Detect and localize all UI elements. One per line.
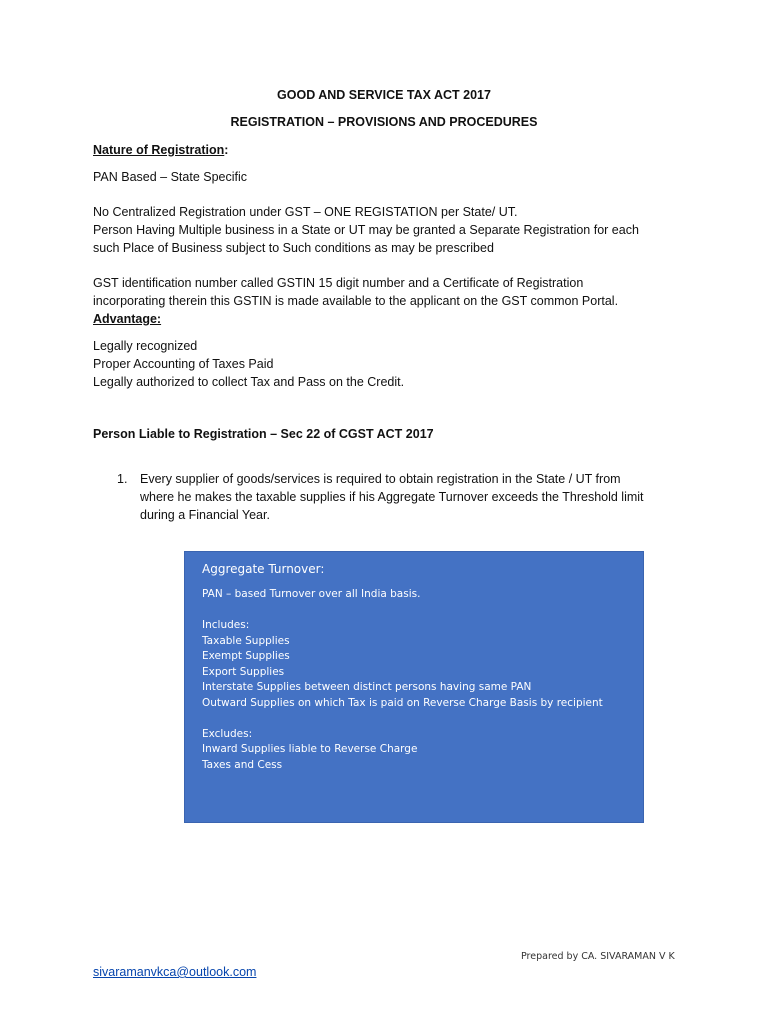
includes-item: Outward Supplies on which Tax is paid on Reverse Charge Basis by recipient (202, 696, 603, 709)
nature-heading-line (93, 141, 228, 159)
document-title: GOOD AND SERVICE TAX ACT 2017 (277, 88, 491, 102)
includes-item: Taxable Supplies (202, 634, 290, 647)
list-item-line: during a Financial Year. (140, 508, 270, 522)
nature-colon: : (224, 143, 229, 157)
includes-item: Exempt Supplies (202, 650, 290, 662)
gstin-portal-line: incorporating therein this GSTIN is made available to the applicant on the GST common Portal. (93, 294, 619, 308)
advantage-heading: Advantage: (93, 312, 162, 326)
multiple-business-line: Person Having Multiple business in a State or UT may be granted a Separate Registration for each (93, 223, 639, 237)
box-intro: PAN – based Turnover over all India basis. (202, 588, 421, 600)
list-item-number: 1. (117, 472, 128, 486)
excludes-item: Taxes and Cess (202, 758, 283, 771)
list-item-line: where he makes the taxable supplies if his Aggregate Turnover exceeds the Threshold limit (140, 490, 644, 504)
place-of-business-line: such Place of Business subject to Such conditions as may be prescribed (93, 241, 494, 255)
no-central-line: No Centralized Registration under GST – ONE REGISTATION per State/ UT. (93, 205, 518, 219)
excludes-heading: Excludes: (202, 727, 253, 740)
email-link[interactable]: sivaramanvkca@outlook.com (93, 965, 257, 979)
aggregate-turnover-box (184, 551, 644, 823)
list-item-line: Every supplier of goods/services is required to obtain registration in the State / UT from (140, 472, 621, 486)
includes-item: Interstate Supplies between distinct persons having same PAN (202, 681, 532, 693)
prepared-by-text: Prepared by CA. SIVARAMAN V K (521, 951, 675, 962)
advantage-item: Legally authorized to collect Tax and Pass on the Credit. (93, 375, 405, 389)
includes-heading: Includes: (202, 619, 250, 631)
advantage-item: Proper Accounting of Taxes Paid (93, 357, 274, 371)
gstin-line: GST identification number called GSTIN 15 digit number and a Certificate of Registration (93, 276, 584, 290)
list-item (140, 470, 644, 524)
box-title: Aggregate Turnover: (202, 562, 325, 576)
box-body (202, 587, 603, 773)
pan-based-text: PAN Based – State Specific (93, 170, 248, 184)
includes-item: Export Supplies (202, 665, 285, 678)
advantage-item: Legally recognized (93, 339, 198, 353)
excludes-item: Inward Supplies liable to Reverse Charge (202, 743, 418, 755)
document-subtitle: REGISTRATION – PROVISIONS AND PROCEDURES (230, 115, 538, 129)
nature-heading: Nature of Registration (93, 143, 225, 157)
liable-heading: Person Liable to Registration – Sec 22 of CGST ACT 2017 (93, 427, 434, 441)
